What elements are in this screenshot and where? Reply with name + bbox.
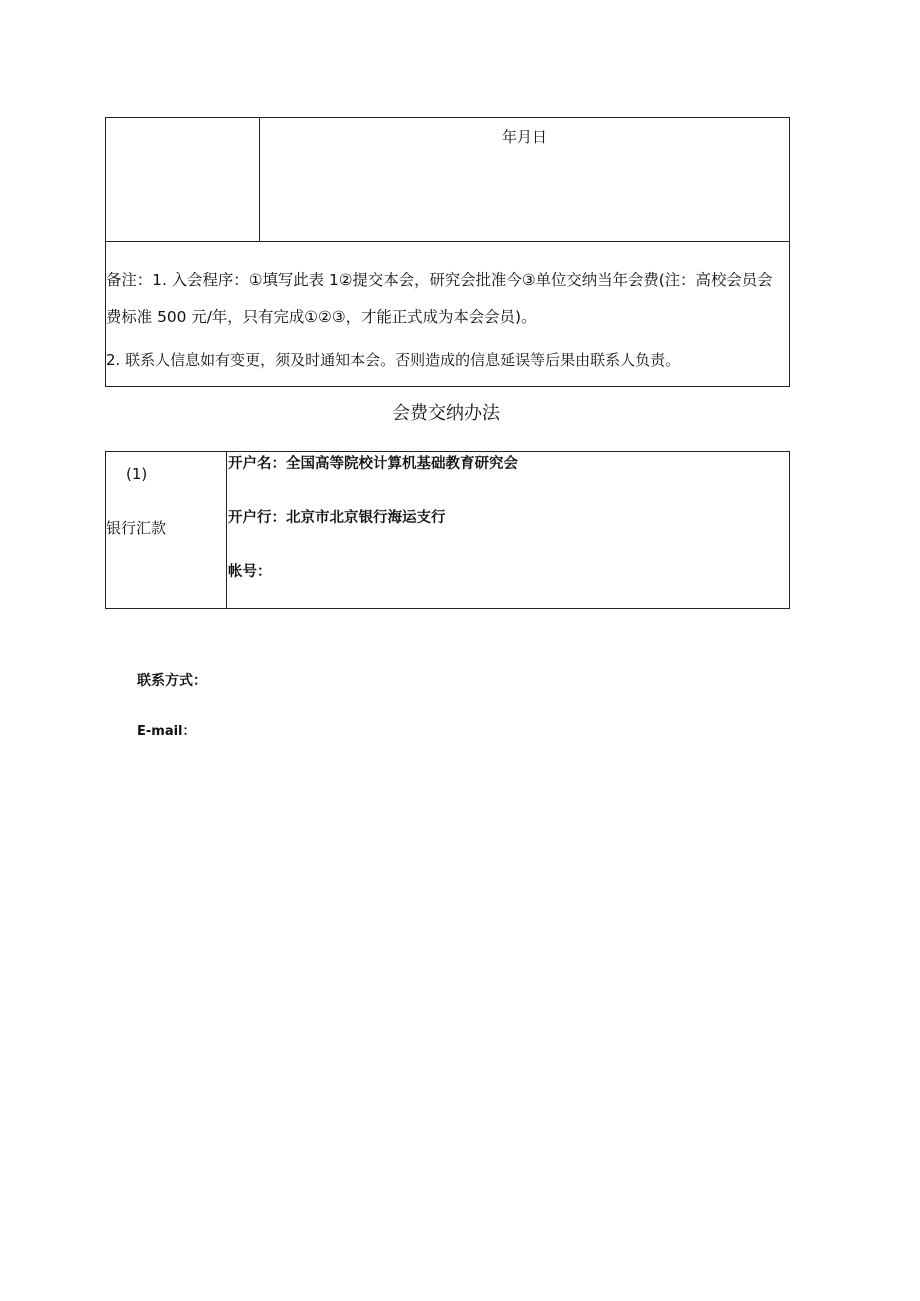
bank-name: 开户行：北京市北京银行海运支行 (228, 510, 446, 526)
account-number: 帐号： (228, 564, 272, 580)
account-name: 开户名：全国高等院校计算机基础教育研究会 (228, 456, 518, 472)
bank-column-divider (226, 451, 227, 609)
fee-section-title: 会费交纳办法 (392, 403, 500, 424)
bank-remittance-table (105, 451, 790, 609)
notes-line-3: 2. 联系人信息如有变更，须及时通知本会。否则造成的信息延误等后果由联系人负责。 (106, 351, 681, 369)
date-label: 年月日 (502, 128, 548, 146)
notes-line-2: 费标准 500 元/年，只有完成①②③，才能正式成为本会会员)。 (106, 308, 537, 326)
notes-row-divider (105, 241, 790, 242)
method-name: 银行汇款 (106, 519, 167, 537)
notes-line-1: 备注：1. 入会程序：①填写此表 1②提交本会，研究会批准今③单位交纳当年会费(注：高校会员会 (106, 271, 773, 289)
signature-notes-table (105, 117, 790, 387)
signature-column-divider (259, 117, 260, 241)
email-label: E-mail： (137, 724, 196, 739)
contact-label: 联系方式： (137, 673, 207, 689)
method-number: (1) (126, 465, 148, 483)
